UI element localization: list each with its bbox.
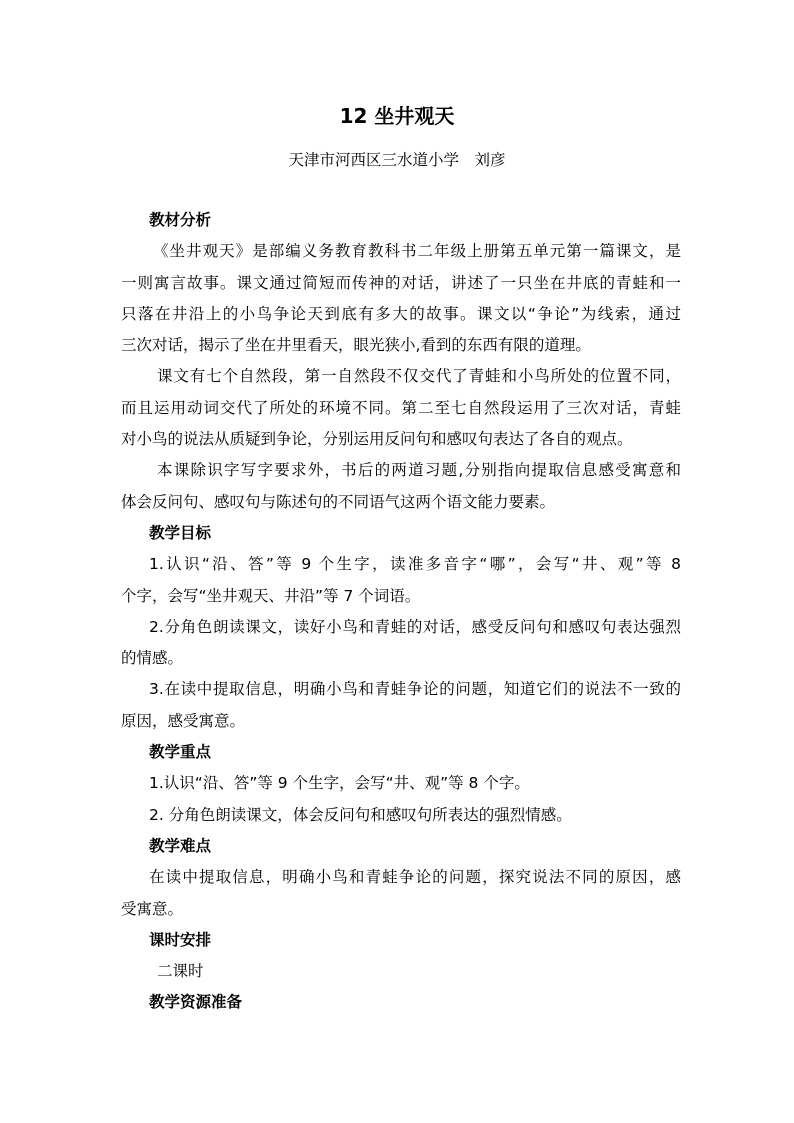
- key-point-item-1: 1.认识“沿、答”等 9 个生字，会写“井、观”等 8 个字。: [149, 774, 530, 793]
- text-line: 体会反问句、感叹句与陈述句的不同语气这两个语文能力要素。: [121, 492, 556, 511]
- objective-item-3: [121, 674, 681, 737]
- text-line: 3.在读中提取信息，明确小鸟和青蛙争论的问题，知道它们的说法不一致的: [149, 680, 681, 699]
- objective-item-1: [121, 549, 681, 612]
- text-line: 课文有七个自然段，第一自然段不仅交代了青蛙和小鸟所处的位置不同，: [157, 367, 681, 386]
- text-line: 一则寓言故事。课文通过简短而传神的对话，讲述了一只坐在井底的青蛙和一: [121, 273, 681, 292]
- paragraph-analysis-3: [121, 455, 681, 518]
- text-line: 只落在井沿上的小鸟争论天到底有多大的故事。课文以“争论”为线索，通过: [121, 304, 681, 323]
- text-line: 而且运用动词交代了所处的环境不同。第二至七自然段运用了三次对话，青蛙: [121, 398, 681, 417]
- text-line: 原因，感受寓意。: [121, 711, 246, 730]
- text-line: 2.分角色朗读课文，读好小鸟和青蛙的对话，感受反问句和感叹句表达强烈: [149, 617, 681, 636]
- text-line: 《坐井观天》是部编义务教育教科书二年级上册第五单元第一篇课文，是: [153, 242, 681, 261]
- text-line: 个字，会写“坐井观天、井沿”等 7 个词语。: [121, 586, 421, 605]
- objective-item-2: [121, 612, 681, 675]
- document-title: 12 坐井观天: [339, 104, 455, 128]
- section-heading-objectives: 教学目标: [149, 523, 212, 542]
- paragraph-analysis-2: [121, 361, 681, 455]
- document-author: 天津市河西区三水道小学 刘彦: [288, 151, 506, 169]
- text-line: 对小鸟的说法从质疑到争论，分别运用反问句和感叹句表达了各自的观点。: [121, 430, 633, 449]
- section-heading-resources: 教学资源准备: [149, 993, 243, 1012]
- section-heading-key-points: 教学重点: [149, 743, 212, 762]
- text-line: 的情感。: [121, 649, 184, 668]
- key-point-item-2: 2. 分角色朗读课文，体会反问句和感叹句所表达的强烈情感。: [149, 805, 572, 824]
- text-line: 三次对话，揭示了坐在井里看天，眼光狭小,看到的东西有限的道理。: [121, 336, 591, 355]
- document-body: [121, 205, 681, 1019]
- text-line: 在读中提取信息，明确小鸟和青蛙争论的问题，探究说法不同的原因，感: [149, 868, 681, 887]
- text-line: 受寓意。: [121, 899, 184, 918]
- section-heading-analysis: 教材分析: [149, 211, 212, 229]
- text-line: 1.认识“沿、答”等 9 个生字，读准多音字“哪”，会写“井、观”等 8: [149, 555, 681, 574]
- text-line: 本课除识字写字要求外，书后的两道习题,分别指向提取信息感受寓意和: [157, 461, 681, 480]
- paragraph-analysis-1: [121, 236, 681, 361]
- schedule-text: 二课时: [157, 962, 204, 981]
- section-heading-schedule: 课时安排: [149, 930, 212, 949]
- section-heading-difficulties: 教学难点: [149, 836, 212, 855]
- difficulty-paragraph: [121, 862, 681, 925]
